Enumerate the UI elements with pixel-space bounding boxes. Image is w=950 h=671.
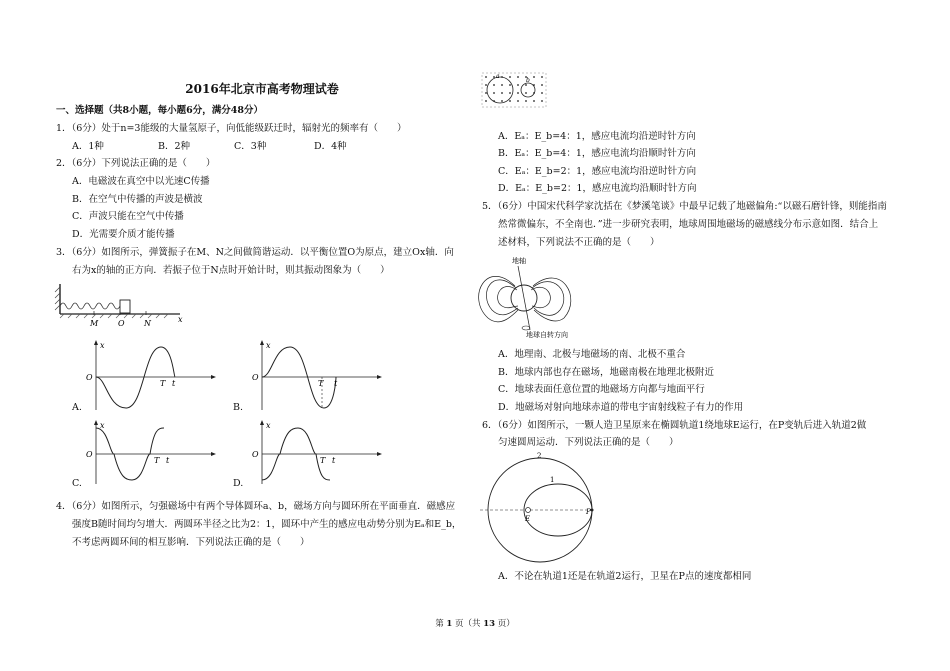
q5-option-a: A．地理南、北极与地磁场的南、北极不重合	[498, 349, 686, 360]
page-footer: 第 1 页（共 13 页）	[435, 619, 515, 629]
q4-option-d: D．Eₐ：E_b=2：1，感应电流均沿顺时针方向	[498, 183, 697, 194]
svg-text:t: t	[172, 379, 176, 388]
q1-stem: 1．（6分）处于n=3能级的大量氢原子，向低能级跃迁时，辐射光的频率有（ ）	[56, 123, 407, 134]
q6-stem-line2: 匀速圆周运动．下列说法正确的是（ ）	[498, 437, 679, 448]
page-title: 2016年北京市高考物理试卷	[185, 82, 339, 96]
q3-stem-line1: 3．（6分）如图所示，弹簧振子在M、N之间做简谐运动．以平衡位置O为原点，建立Ox轴．向	[56, 247, 454, 258]
q5-stem-line1: 5．（6分）中国宋代科学家沈括在《梦溪笔谈》中最早记载了地磁偏角:“以磁石磨针锋，则能指南	[482, 201, 887, 212]
q4-stem-line2: 强度B随时间均匀增大．两圆环半径之比为2：1，圆环中产生的感应电动势分别为Eₐ和E_b，	[72, 519, 462, 530]
q4-option-b: B．Eₐ：E_b=4：1，感应电流均沿顺时针方向	[498, 148, 696, 159]
label-n: N	[144, 319, 151, 328]
q4-option-a: A．Eₐ：E_b=4：1，感应电流均沿逆时针方向	[498, 131, 696, 142]
svg-text:t: t	[166, 456, 170, 465]
q1-option-d: D．4种	[314, 141, 347, 152]
svg-text:b: b	[526, 77, 530, 84]
svg-text:T: T	[318, 379, 324, 388]
label-m: M	[90, 319, 99, 328]
svg-text:P: P	[586, 508, 591, 516]
svg-text:O: O	[252, 373, 259, 382]
svg-text:x: x	[100, 341, 105, 350]
svg-text:T: T	[320, 456, 326, 465]
q3-option-a: A.	[72, 402, 82, 413]
total-pages: 13	[483, 619, 496, 629]
svg-text:x: x	[100, 421, 105, 430]
q2-option-a: A．电磁波在真空中以光速C传播	[72, 176, 210, 187]
graph-a	[88, 340, 220, 410]
q4-stem-line3: 不考虑两圆环间的相互影响．下列说法正确的是（ ）	[72, 537, 310, 548]
q3-option-d: D.	[233, 478, 244, 489]
spring-oscillator-figure	[58, 284, 198, 332]
q2-option-b: B．在空气中传播的声波是横波	[72, 194, 203, 205]
q5-option-c: C．地球表面任意位置的地磁场方向都与地面平行	[498, 384, 705, 395]
label-o: O	[118, 319, 125, 328]
svg-text:a: a	[496, 73, 500, 80]
q1-option-c: C．3种	[234, 141, 267, 152]
svg-text:x: x	[266, 421, 271, 430]
svg-text:O: O	[86, 450, 93, 459]
svg-text:T: T	[154, 456, 160, 465]
svg-text:x: x	[266, 341, 271, 350]
q5-option-d: D．地磁场对射向地球赤道的带电宇宙射线粒子有力的作用	[498, 402, 744, 413]
earth-field-figure	[482, 254, 582, 340]
section-heading: 一、选择题（共8小题，每小题6分，满分48分）	[56, 105, 263, 116]
q3-option-b: B.	[233, 402, 244, 413]
graph-b	[254, 340, 386, 410]
q2-stem: 2．（6分）下列说法正确的是（ ）	[56, 158, 216, 169]
orbit-figure	[482, 452, 594, 564]
q2-option-d: D．光需要介质才能传播	[72, 229, 175, 240]
q6-option-a: A．不论在轨道1还是在轨道2运行，卫星在P点的速度都相同	[498, 571, 752, 582]
svg-text:E: E	[525, 515, 531, 523]
svg-text:2: 2	[537, 452, 542, 460]
q3-option-c: C.	[72, 478, 82, 489]
svg-text:T: T	[160, 379, 166, 388]
label-x: x	[178, 315, 183, 324]
q6-stem-line1: 6．（6分）如图所示，一颗人造卫星原来在椭圆轨道1绕地球E运行，在P变轨后进入轨道2做	[482, 420, 867, 431]
svg-text:地轴: 地轴	[512, 257, 526, 265]
svg-text:地球自转方向: 地球自转方向	[526, 331, 568, 339]
graph-d	[254, 420, 386, 484]
q4-stem-line1: 4．（6分）如图所示，匀强磁场中有两个导体圆环a、b，磁场方向与圆环所在平面垂直．磁感应	[56, 501, 456, 512]
svg-text:O: O	[252, 450, 259, 459]
svg-text:t: t	[332, 456, 336, 465]
q3-stem-line2: 右为x的轴的正方向．若振子位于N点时开始计时，则其振动图象为（ ）	[72, 265, 390, 276]
q4-option-c: C．Eₐ：E_b=2：1，感应电流均沿逆时针方向	[498, 166, 697, 177]
q5-stem-line2: 然常微偏东，不全南也．”进一步研究表明，地球周围地磁场的磁感线分布示意如图．结合上	[498, 219, 879, 230]
svg-text:O: O	[86, 373, 93, 382]
q5-stem-line3: 述材料，下列说法不正确的是（ ）	[498, 237, 660, 248]
svg-text:1: 1	[550, 476, 555, 484]
current-page: 1	[446, 619, 453, 629]
q5-option-b: B．地球内部也存在磁场，地磁南极在地理北极附近	[498, 367, 714, 378]
q1-option-a: A．1种	[72, 141, 104, 152]
graph-c	[88, 420, 220, 484]
svg-text:t: t	[334, 379, 338, 388]
q2-option-c: C．声波只能在空气中传播	[72, 211, 184, 222]
q1-option-b: B．2种	[158, 141, 191, 152]
rings-figure	[482, 73, 546, 107]
